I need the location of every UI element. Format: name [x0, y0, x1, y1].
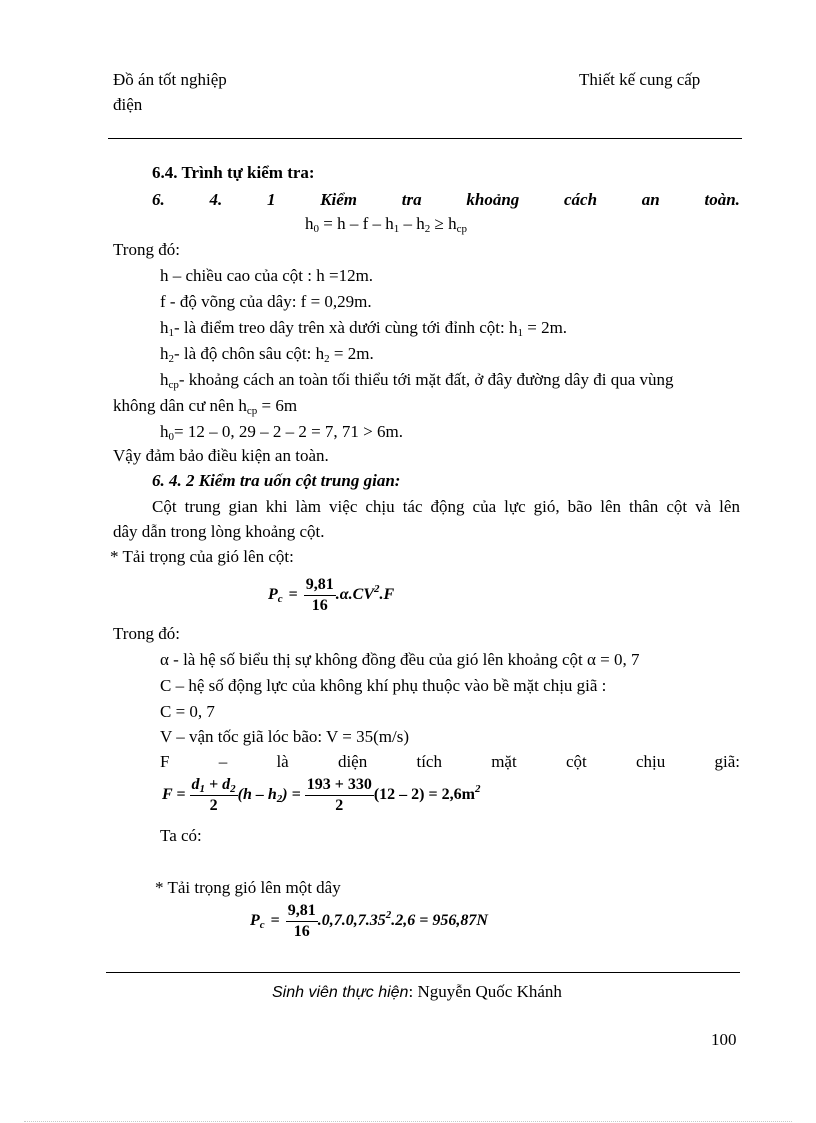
where-label-2: Trong đó: — [113, 624, 180, 643]
p-word: gió, — [533, 497, 560, 516]
p-word: Cột — [152, 497, 177, 516]
header-left-line1: Đồ án tốt nghiệp — [113, 70, 227, 89]
t-part: - là điểm treo dây trên xà dưới cùng tới đỉnh cột: h — [174, 318, 518, 337]
header-right: Thiết kế cung cấp — [579, 70, 701, 89]
val-C: C = 0, 7 — [160, 702, 215, 721]
f-word: là — [276, 752, 289, 771]
ta-co: Ta có: — [160, 826, 202, 845]
eq-den: 2 — [209, 797, 218, 814]
eq-num: + d — [205, 776, 231, 793]
t-sub: cp — [168, 379, 179, 391]
page-number: 100 — [711, 1030, 737, 1049]
p-word: bão — [567, 497, 593, 516]
eq-num: 9,81 — [286, 902, 318, 922]
t-part: h — [160, 422, 169, 441]
sub1-word: 4. — [209, 190, 223, 209]
t-part: = 6m — [257, 396, 298, 415]
t-sub: 0 — [168, 431, 174, 443]
sub1-word: toàn. — [704, 190, 740, 209]
f-sub: 2 — [424, 223, 431, 235]
sub1-word: 6. — [152, 190, 165, 209]
f-part: h — [305, 214, 314, 233]
subsection-2-title: 6. 4. 2 Kiểm tra uốn cột trung gian: — [152, 471, 401, 490]
def-hcp-cont — [113, 396, 297, 416]
header-left-line2: điện — [113, 95, 143, 114]
eq-part: ) = — [282, 786, 301, 804]
calc-h0 — [160, 422, 403, 442]
eq-equals: = — [288, 586, 298, 604]
eq-sub: 2 — [230, 783, 236, 795]
footer-rule — [106, 972, 740, 973]
t-part: = 12 – 0, 29 – 2 – 2 = 7, 71 > 6m. — [174, 422, 403, 441]
f-word: F — [160, 752, 170, 771]
eq-num: 9,81 — [304, 576, 336, 596]
f-word: tích — [416, 752, 442, 771]
eq-part: (12 – 2) = 2,6m — [373, 786, 475, 804]
eq-den: 16 — [293, 923, 310, 940]
eq-part: F = — [162, 786, 186, 804]
t-part: - khoảng cách an toàn tối thiểu tới mặt đất, ở đây đường dây đi qua vùng — [178, 370, 674, 389]
t-sub: 1 — [168, 327, 174, 339]
def-h2 — [160, 344, 374, 364]
eq-fraction — [304, 576, 336, 615]
wind-on-column-title: * Tải trọng của gió lên cột: — [110, 547, 294, 566]
where-label-1: Trong đó: — [113, 240, 180, 259]
p-word: lên — [600, 497, 621, 516]
t-part: h — [160, 370, 169, 389]
f-sub: cp — [456, 223, 467, 235]
sub1-word: 1 — [266, 190, 276, 209]
eq-fraction — [286, 902, 318, 941]
p-word: việc — [329, 497, 358, 516]
page-edge-dots — [24, 1121, 792, 1122]
p-word: động — [430, 497, 465, 516]
paragraph-1-line-1 — [152, 497, 740, 517]
eq-num: 193 + 330 — [305, 776, 374, 796]
formula-h0 — [305, 214, 467, 234]
f-part: – h — [399, 214, 425, 233]
sub1-word: khoảng — [466, 190, 520, 209]
eq-part: .0,7.0,7.35 — [317, 912, 386, 930]
section-title: 6.4. Trình tự kiểm tra: — [152, 163, 315, 182]
wind-on-wire-title: * Tải trọng gió lên một dây — [155, 878, 341, 897]
p-word: tác — [402, 497, 423, 516]
def-h: h – chiều cao của cột : h =12m. — [160, 266, 374, 285]
p-word: làm — [295, 497, 322, 516]
def-f: f - độ võng của dây: f = 0,29m. — [160, 292, 372, 311]
f-sub: 1 — [393, 223, 400, 235]
f-word: cột — [565, 752, 587, 771]
def-C: C – hệ số động lực của không khí phụ thuộc vào bề mặt chịu giã : — [160, 676, 607, 695]
footer-colon: : — [408, 982, 414, 1001]
eq-sub: c — [259, 919, 265, 932]
header-rule — [108, 138, 742, 139]
f-part: ≥ h — [430, 214, 457, 233]
conclusion: Vậy đảm bảo điều kiện an toàn. — [113, 446, 329, 465]
sub1-word: an — [641, 190, 660, 209]
eq-part: .2,6 = 956,87N — [391, 912, 488, 930]
p-word: thân — [629, 497, 659, 516]
f-sub: 0 — [313, 223, 319, 235]
eq-num: d — [191, 776, 200, 793]
subsection-1-title — [152, 190, 740, 210]
eq-part: P — [268, 586, 278, 604]
eq-sub: c — [277, 593, 283, 606]
t-part: = 2m. — [329, 344, 374, 363]
eq-den: 2 — [335, 797, 344, 814]
p-word: của — [472, 497, 497, 516]
eq-part: .α.CV — [335, 586, 374, 604]
eq-sup: 2 — [474, 783, 481, 796]
eq-sup: 2 — [374, 583, 380, 596]
p-word: lên — [719, 497, 740, 516]
f-word: giã: — [714, 752, 740, 771]
eq-den: 16 — [311, 597, 328, 614]
sub1-word: cách — [564, 190, 598, 209]
eq-sub: 2 — [276, 793, 283, 806]
t-sub: 1 — [517, 327, 523, 339]
p-word: lực — [504, 497, 526, 516]
eq-part: P — [250, 912, 260, 930]
eq-fraction — [190, 776, 238, 815]
f-part: = h – f – h — [319, 214, 394, 233]
t-sub: 2 — [168, 353, 174, 365]
f-word: chịu — [635, 752, 666, 771]
f-word: – — [218, 752, 228, 771]
def-F — [160, 752, 740, 772]
f-word: mặt — [491, 752, 517, 771]
t-sub: 2 — [324, 353, 330, 365]
f-word: diện — [337, 752, 368, 771]
p-word: gian — [228, 497, 258, 516]
p-word: và — [695, 497, 712, 516]
def-h1 — [160, 318, 567, 338]
p-word: khi — [265, 497, 288, 516]
footer-label: Sinh viên thực hiện — [272, 984, 409, 1001]
p-word: chịu — [365, 497, 395, 516]
def-hcp — [160, 370, 673, 390]
equation-wind-column — [268, 576, 394, 615]
footer-name: Nguyễn Quốc Khánh — [413, 982, 562, 1001]
t-part: không dân cư nên h — [113, 396, 247, 415]
p-word: cột — [666, 497, 688, 516]
eq-part: (h – h — [237, 786, 277, 804]
paragraph-1-line-2: dây dẫn trong lòng khoảng cột. — [113, 522, 325, 541]
t-sub: cp — [246, 405, 258, 417]
eq-sub: 1 — [199, 783, 205, 795]
t-part: h — [160, 318, 169, 337]
t-part: h — [160, 344, 169, 363]
def-alpha: α - là hệ số biểu thị sự không đồng đều của gió lên khoảng cột α = 0, 7 — [160, 650, 640, 669]
p-word: trung — [184, 497, 221, 516]
sub1-word: tra — [401, 190, 422, 209]
footer-author — [272, 982, 562, 1002]
eq-part: .F — [379, 586, 395, 604]
t-part: - là độ chôn sâu cột: h — [174, 344, 325, 363]
t-part: = 2m. — [523, 318, 568, 337]
def-V: V – vận tốc giã lóc bão: V = 35(m/s) — [160, 727, 409, 746]
eq-fraction — [305, 776, 374, 815]
sub1-word: Kiểm — [320, 190, 358, 209]
eq-equals: = — [270, 912, 280, 930]
equation-area — [162, 776, 480, 815]
eq-sup: 2 — [385, 909, 392, 922]
equation-wind-wire — [250, 902, 488, 941]
